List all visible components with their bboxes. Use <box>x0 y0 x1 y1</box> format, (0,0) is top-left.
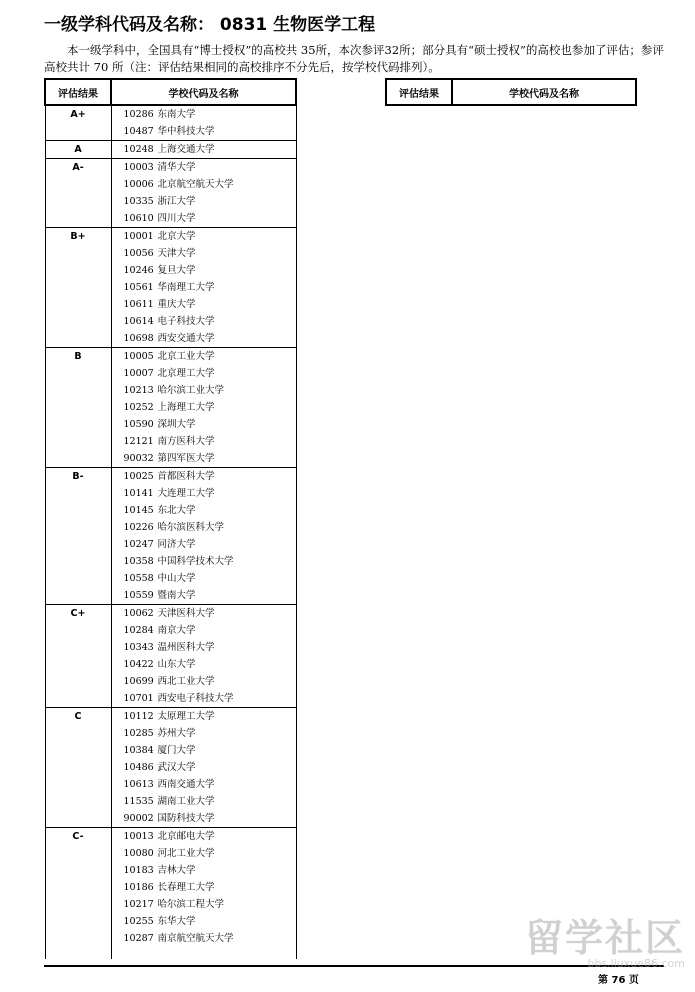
grade-cell: C- <box>45 828 111 948</box>
school-code: 10611 <box>123 299 154 310</box>
school-name: 深圳大学 <box>157 419 196 430</box>
school-name: 同济大学 <box>157 539 196 550</box>
school-name: 华中科技大学 <box>157 126 215 137</box>
school-code: 10284 <box>123 625 154 636</box>
school-entry <box>112 673 296 690</box>
evaluation-table <box>44 78 297 959</box>
school-cell <box>111 776 296 793</box>
school-cell <box>111 416 296 433</box>
school-cell <box>111 913 296 930</box>
school-entry <box>112 365 296 382</box>
school-name: 哈尔滨工程大学 <box>157 899 225 910</box>
table-row <box>45 228 296 246</box>
school-cell <box>111 330 296 348</box>
school-entry <box>112 433 296 450</box>
school-cell <box>111 468 296 486</box>
school-name: 武汉大学 <box>157 762 196 773</box>
school-cell <box>111 708 296 726</box>
school-name: 北京理工大学 <box>157 368 215 379</box>
school-name: 北京大学 <box>157 231 196 242</box>
table-tail-row <box>45 947 296 959</box>
school-cell-tail <box>111 947 296 959</box>
school-cell <box>111 296 296 313</box>
school-cell <box>111 553 296 570</box>
school-name: 上海理工大学 <box>157 402 215 413</box>
school-code: 10486 <box>123 762 154 773</box>
school-entry <box>112 296 296 313</box>
grade-cell: A- <box>45 159 111 228</box>
grade-cell: B- <box>45 468 111 605</box>
school-code: 10248 <box>123 144 154 155</box>
school-cell <box>111 279 296 296</box>
school-code: 10186 <box>123 882 154 893</box>
school-name: 南京大学 <box>157 625 196 636</box>
grade-column-header: 评估结果 <box>386 79 452 105</box>
school-entry <box>112 519 296 536</box>
school-name: 东北大学 <box>157 505 196 516</box>
school-code: 10335 <box>123 196 154 207</box>
school-cell <box>111 502 296 519</box>
school-name: 暨南大学 <box>157 590 196 601</box>
school-code: 11535 <box>123 796 154 807</box>
school-entry <box>112 416 296 433</box>
school-cell <box>111 828 296 846</box>
school-cell <box>111 930 296 947</box>
school-cell <box>111 485 296 502</box>
school-name: 电子科技大学 <box>157 316 215 327</box>
school-code: 90032 <box>123 453 154 464</box>
school-code: 10141 <box>123 488 154 499</box>
school-cell <box>111 262 296 279</box>
school-entry <box>112 759 296 776</box>
school-entry <box>112 141 296 158</box>
school-entry <box>112 930 296 947</box>
school-name: 厦门大学 <box>157 745 196 756</box>
grade-cell-tail <box>45 947 111 959</box>
school-entry <box>112 845 296 862</box>
school-name: 吉林大学 <box>157 865 196 876</box>
school-entry <box>112 382 296 399</box>
school-cell <box>111 896 296 913</box>
watermark-url: bbs.liuxue86.com <box>587 957 685 970</box>
school-entry <box>112 106 296 123</box>
school-cell <box>111 536 296 553</box>
school-name: 重庆大学 <box>157 299 196 310</box>
school-code: 10246 <box>123 265 154 276</box>
school-name: 西南交通大学 <box>157 779 215 790</box>
school-name: 中山大学 <box>157 573 196 584</box>
grade-cell: C <box>45 708 111 828</box>
school-cell <box>111 399 296 416</box>
school-cell <box>111 622 296 639</box>
evaluation-table-body <box>45 105 296 959</box>
school-entry <box>112 913 296 930</box>
grade-cell: B <box>45 348 111 468</box>
school-cell <box>111 570 296 587</box>
school-entry <box>112 502 296 519</box>
school-name: 第四军医大学 <box>157 453 215 464</box>
school-name: 南京航空航天大学 <box>157 933 234 944</box>
table-row <box>45 468 296 486</box>
school-cell <box>111 810 296 828</box>
school-code: 10056 <box>123 248 154 259</box>
school-name: 太原理工大学 <box>157 711 215 722</box>
school-cell <box>111 348 296 366</box>
school-name: 大连理工大学 <box>157 488 215 499</box>
grade-cell: B+ <box>45 228 111 348</box>
school-name: 北京工业大学 <box>157 351 215 362</box>
school-code: 10183 <box>123 865 154 876</box>
school-name: 浙江大学 <box>157 196 196 207</box>
school-cell <box>111 673 296 690</box>
school-name: 国防科技大学 <box>157 813 215 824</box>
school-code: 10559 <box>123 590 154 601</box>
school-name: 华南理工大学 <box>157 282 215 293</box>
school-code: 10145 <box>123 505 154 516</box>
page-number: 第 76 页 <box>598 975 639 986</box>
school-code: 12121 <box>123 436 154 447</box>
school-entry <box>112 570 296 587</box>
school-cell <box>111 228 296 246</box>
school-code: 10226 <box>123 522 154 533</box>
school-code: 10487 <box>123 126 154 137</box>
school-entry <box>112 828 296 845</box>
school-name: 西安电子科技大学 <box>157 693 234 704</box>
school-name: 河北工业大学 <box>157 848 215 859</box>
school-code: 10590 <box>123 419 154 430</box>
school-code: 10699 <box>123 676 154 687</box>
school-column-header: 学校代码及名称 <box>452 79 636 105</box>
school-entry <box>112 879 296 896</box>
school-entry <box>112 776 296 793</box>
school-code: 10558 <box>123 573 154 584</box>
school-name: 四川大学 <box>157 213 196 224</box>
school-entry <box>112 313 296 330</box>
school-entry <box>112 793 296 810</box>
school-code: 10561 <box>123 282 154 293</box>
school-entry <box>112 245 296 262</box>
school-code: 10007 <box>123 368 154 379</box>
table-row <box>45 348 296 366</box>
school-code: 10422 <box>123 659 154 670</box>
school-name: 东南大学 <box>157 109 196 120</box>
watermark-text: 留学社区 <box>524 916 685 960</box>
school-entry <box>112 605 296 622</box>
school-entry <box>112 742 296 759</box>
page-title: 一级学科代码及名称： 0831 生物医学工程 <box>44 15 376 35</box>
school-code: 10286 <box>123 109 154 120</box>
school-name: 温州医科大学 <box>157 642 215 653</box>
school-entry <box>112 468 296 485</box>
school-code: 10698 <box>123 333 154 344</box>
table-row <box>45 708 296 726</box>
school-cell <box>111 656 296 673</box>
school-entry <box>112 639 296 656</box>
school-entry <box>112 159 296 176</box>
school-code: 10614 <box>123 316 154 327</box>
school-name: 东华大学 <box>157 916 196 927</box>
intro-paragraph: 本一级学科中，全国具有“博士授权”的高校共 35所，本次参评32所；部分具有“硕士授权”的高校也参加了评估；参评高校共计 70 所（注：评估结果相同的高校排序不分先后，按学校代码排列）。 <box>44 43 664 74</box>
school-cell <box>111 605 296 623</box>
school-code: 10080 <box>123 848 154 859</box>
school-entry <box>112 330 296 347</box>
school-cell <box>111 365 296 382</box>
school-code: 10252 <box>123 402 154 413</box>
school-name: 西安交通大学 <box>157 333 215 344</box>
school-entry <box>112 862 296 879</box>
school-cell <box>111 759 296 776</box>
table-row <box>45 828 296 846</box>
school-entry <box>112 622 296 639</box>
school-code: 10005 <box>123 351 154 362</box>
school-code: 90002 <box>123 813 154 824</box>
school-name: 山东大学 <box>157 659 196 670</box>
school-code: 10255 <box>123 916 154 927</box>
school-name: 上海交通大学 <box>157 144 215 155</box>
school-name: 北京邮电大学 <box>157 831 215 842</box>
school-entry <box>112 399 296 416</box>
school-code: 10358 <box>123 556 154 567</box>
school-entry <box>112 450 296 467</box>
school-entry <box>112 536 296 553</box>
second-column-table <box>385 78 637 106</box>
school-cell <box>111 725 296 742</box>
school-cell <box>111 245 296 262</box>
grade-cell: C+ <box>45 605 111 708</box>
school-entry <box>112 896 296 913</box>
watermark-logo <box>525 918 685 970</box>
school-name: 哈尔滨工业大学 <box>157 385 225 396</box>
school-cell <box>111 123 296 141</box>
table-header-row <box>45 79 296 105</box>
school-entry <box>112 690 296 707</box>
school-entry <box>112 553 296 570</box>
school-name: 苏州大学 <box>157 728 196 739</box>
school-code: 10006 <box>123 179 154 190</box>
school-name: 清华大学 <box>157 162 196 173</box>
school-code: 10001 <box>123 231 154 242</box>
school-code: 10285 <box>123 728 154 739</box>
school-code: 10003 <box>123 162 154 173</box>
school-code: 10610 <box>123 213 154 224</box>
school-name: 天津大学 <box>157 248 196 259</box>
school-cell <box>111 176 296 193</box>
table-row <box>45 105 296 123</box>
school-cell <box>111 639 296 656</box>
school-entry <box>112 485 296 502</box>
table-row <box>45 141 296 159</box>
school-entry <box>112 708 296 725</box>
school-cell <box>111 690 296 708</box>
table-row <box>45 605 296 623</box>
school-cell <box>111 587 296 605</box>
school-name: 首都医科大学 <box>157 471 215 482</box>
school-name: 北京航空航天大学 <box>157 179 234 190</box>
school-code: 10062 <box>123 608 154 619</box>
school-entry <box>112 656 296 673</box>
school-cell <box>111 193 296 210</box>
school-entry <box>112 210 296 227</box>
school-cell <box>111 313 296 330</box>
school-cell <box>111 450 296 468</box>
school-code: 10112 <box>123 711 154 722</box>
school-cell <box>111 793 296 810</box>
school-entry <box>112 279 296 296</box>
school-code: 10217 <box>123 899 154 910</box>
school-entry <box>112 810 296 827</box>
school-cell <box>111 519 296 536</box>
school-name: 西北工业大学 <box>157 676 215 687</box>
school-entry <box>112 348 296 365</box>
school-code: 10343 <box>123 642 154 653</box>
school-cell <box>111 879 296 896</box>
school-entry <box>112 262 296 279</box>
school-code: 10287 <box>123 933 154 944</box>
school-cell <box>111 742 296 759</box>
grade-cell: A+ <box>45 105 111 141</box>
school-code: 10613 <box>123 779 154 790</box>
table-header-row <box>386 79 636 105</box>
school-entry <box>112 228 296 245</box>
school-name: 天津医科大学 <box>157 608 215 619</box>
school-cell <box>111 382 296 399</box>
school-name: 南方医科大学 <box>157 436 215 447</box>
school-cell <box>111 210 296 228</box>
school-entry <box>112 587 296 604</box>
school-code: 10384 <box>123 745 154 756</box>
table-row <box>45 159 296 177</box>
school-code: 10701 <box>123 693 154 704</box>
school-entry <box>112 193 296 210</box>
school-cell <box>111 862 296 879</box>
school-entry <box>112 725 296 742</box>
grade-column-header: 评估结果 <box>45 79 111 105</box>
school-name: 中国科学技术大学 <box>157 556 234 567</box>
school-cell <box>111 141 296 159</box>
school-name: 长春理工大学 <box>157 882 215 893</box>
school-name: 哈尔滨医科大学 <box>157 522 225 533</box>
school-name: 湖南工业大学 <box>157 796 215 807</box>
school-name: 复旦大学 <box>157 265 196 276</box>
school-cell <box>111 105 296 123</box>
school-code: 10213 <box>123 385 154 396</box>
school-column-header: 学校代码及名称 <box>111 79 296 105</box>
school-code: 10013 <box>123 831 154 842</box>
school-cell <box>111 159 296 177</box>
school-entry <box>112 123 296 140</box>
school-code: 10247 <box>123 539 154 550</box>
grade-cell: A <box>45 141 111 159</box>
school-cell <box>111 433 296 450</box>
school-cell <box>111 845 296 862</box>
school-code: 10025 <box>123 471 154 482</box>
school-entry <box>112 176 296 193</box>
